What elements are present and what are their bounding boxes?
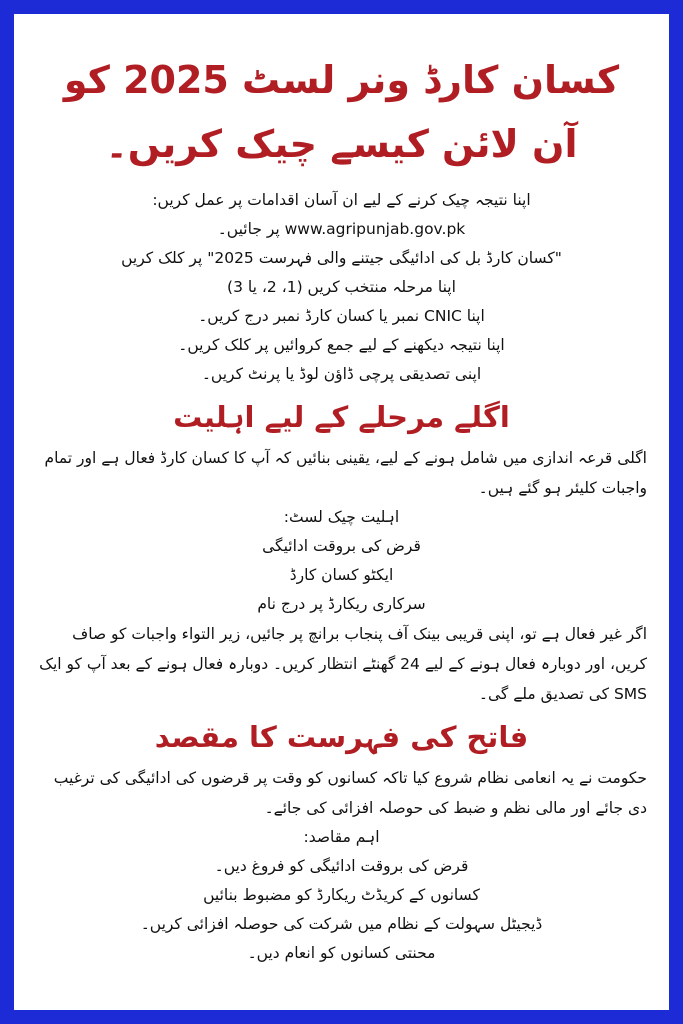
- purpose-intro: حکومت نے یہ انعامی نظام شروع کیا تاکہ کسانوں کو وقت پر قرضوں کی ادائیگی کی ترغیب دی جائے اور مالی نظم و ضبط کی حوصلہ افزائی کی جائے۔: [53, 769, 647, 817]
- goal-item: قرض کی بروقت ادائیگی کو فروغ دیں۔: [214, 857, 469, 875]
- eligibility-heading: اگلے مرحلے کے لیے اہلیت: [173, 400, 510, 434]
- goal-item: ڈیجیٹل سہولت کے نظام میں شرکت کی حوصلہ افزائی کریں۔: [140, 915, 543, 933]
- goal-item: کسانوں کے کریڈٹ ریکارڈ کو مضبوط بنائیں: [203, 886, 480, 904]
- step-item: "کسان کارڈ بل کی ادائیگی جیتنے والی فہرست 2025" پر کلک کریں: [121, 249, 562, 267]
- checklist-item: قرض کی بروقت ادائیگی: [262, 537, 421, 555]
- reactivation-note: اگر غیر فعال ہے تو، اپنی قریبی بینک آف پنجاب برانچ پر جائیں، زیر التواء واجبات کو صاف کریں، اور دوبارہ فعال ہونے کے لیے 24 گھنٹے انتظار کریں۔ دوبارہ فعال ہونے کے بعد آپ کو ایک SMS کی تصدیق ملے گی۔: [39, 625, 647, 703]
- step-item: اپنا مرحلہ منتخب کریں (1، 2، یا 3): [227, 278, 456, 296]
- checklist-title: اہلیت چیک لسٹ:: [283, 508, 400, 526]
- goal-item: محنتی کسانوں کو انعام دیں۔: [247, 944, 436, 962]
- step-item: اپنا CNIC نمبر یا کسان کارڈ نمبر درج کریں۔: [198, 307, 485, 325]
- page-title: کسان کارڈ ونر لسٹ 2025 کو آن لائن کیسے چیک کریں۔: [63, 58, 620, 166]
- purpose-heading: فاتح کی فہرست کا مقصد: [154, 720, 529, 754]
- checklist-item: سرکاری ریکارڈ پر درج نام: [257, 595, 426, 613]
- step-item: www.agripunjab.gov.pk پر جائیں۔: [217, 220, 466, 238]
- article: [28, 28, 655, 996]
- eligibility-intro: اگلی قرعہ اندازی میں شامل ہونے کے لیے، یقینی بنائیں کہ آپ کا کسان کارڈ فعال ہے اور تمام واجبات کلیئر ہو گئے ہیں۔: [44, 449, 647, 497]
- step-item: اپنا نتیجہ دیکھنے کے لیے جمع کروائیں پر کلک کریں۔: [178, 336, 505, 354]
- steps-intro: اپنا نتیجہ چیک کرنے کے لیے ان آسان اقدامات پر عمل کریں:: [152, 191, 531, 209]
- checklist-item: ایکٹو کسان کارڈ: [289, 566, 394, 584]
- step-item: اپنی تصدیقی پرچی ڈاؤن لوڈ یا پرنٹ کریں۔: [201, 365, 482, 383]
- goals-title: اہم مقاصد:: [303, 828, 380, 846]
